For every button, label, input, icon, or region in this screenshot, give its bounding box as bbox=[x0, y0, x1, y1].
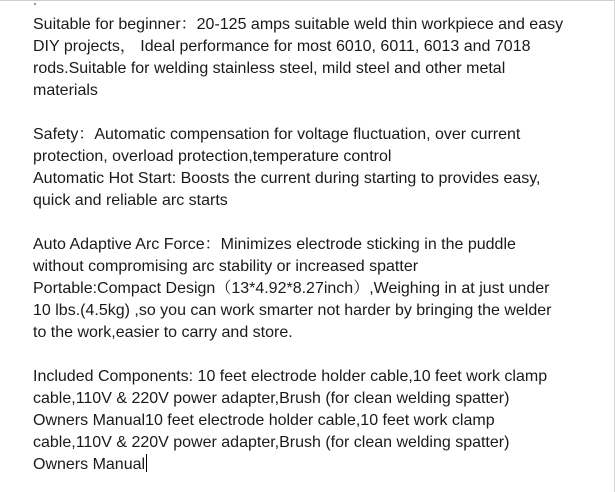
paragraph-suitable bbox=[33, 14, 605, 102]
bullet-dot bbox=[34, 3, 36, 5]
text-line: protection, overload protection,temperature control bbox=[33, 148, 392, 165]
last-line-text: Owners Manual bbox=[33, 456, 146, 473]
text-line: Included Components: 10 feet electrode holder cable,10 feet work clamp bbox=[33, 368, 548, 385]
text-line: materials bbox=[33, 82, 98, 99]
text-line: rods.Suitable for welding stainless steel, mild steel and other metal bbox=[33, 60, 506, 77]
text-line: Portable:Compact Design（13*4.92*8.27inch）,Weighing in at just under bbox=[33, 280, 550, 297]
blank-line bbox=[33, 344, 605, 366]
text-line: Suitable for beginner：20-125 amps suitable weld thin workpiece and easy bbox=[33, 16, 564, 33]
text-line: 10 lbs.(4.5kg) ,so you can work smarter not harder by bringing the welder bbox=[33, 302, 552, 319]
text-line-last bbox=[33, 454, 605, 476]
text-line: without compromising arc stability or increased spatter bbox=[33, 258, 419, 275]
paragraph-safety bbox=[33, 124, 605, 212]
text-line: Automatic Hot Start: Boosts the current during starting to provides easy, bbox=[33, 170, 541, 187]
text-line: DIY projects， Ideal performance for most 6010, 6011, 6013 and 7018 bbox=[33, 38, 531, 55]
editor-content[interactable] bbox=[33, 14, 605, 476]
text-line: Auto Adaptive Arc Force：Minimizes electrode sticking in the puddle bbox=[33, 236, 516, 253]
blank-line bbox=[33, 102, 605, 124]
text-line: cable,110V & 220V power adapter,Brush (for clean welding spatter) bbox=[33, 434, 510, 451]
blank-line bbox=[33, 212, 605, 234]
text-line: Safety：Automatic compensation for voltage fluctuation, over current bbox=[33, 126, 521, 143]
text-line: Owners Manual10 feet electrode holder cable,10 feet work clamp bbox=[33, 412, 495, 429]
paragraph-arc-force bbox=[33, 234, 605, 344]
paragraph-included-components bbox=[33, 366, 605, 476]
text-line: quick and reliable arc starts bbox=[33, 192, 228, 209]
text-line: cable,110V & 220V power adapter,Brush (for clean welding spatter) bbox=[33, 390, 510, 407]
text-line: to the work,easier to carry and store. bbox=[33, 324, 293, 341]
text-caret bbox=[146, 454, 147, 472]
